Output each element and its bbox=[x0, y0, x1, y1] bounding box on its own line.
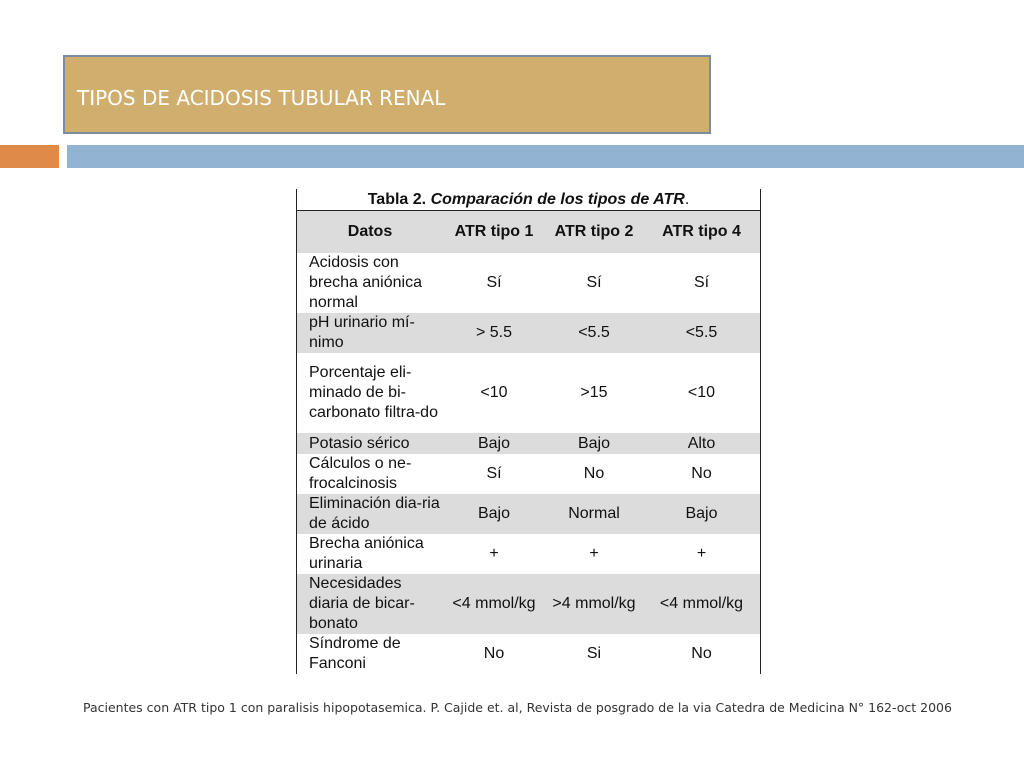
table-row bbox=[297, 353, 760, 433]
row-label: Síndrome de Fanconi bbox=[309, 635, 401, 672]
cell-atr1: Sí bbox=[486, 274, 502, 291]
cell-atr4: Alto bbox=[687, 434, 716, 452]
table-row bbox=[297, 534, 760, 574]
cell-atr4: <10 bbox=[687, 384, 716, 401]
cell-atr1: Bajo bbox=[477, 505, 511, 522]
table-caption bbox=[297, 189, 760, 211]
accent-bar-orange bbox=[0, 145, 59, 168]
row-label: Brecha aniónica urinaria bbox=[309, 535, 424, 572]
cell-atr2: >15 bbox=[580, 384, 608, 401]
table-row bbox=[297, 574, 760, 634]
cell-atr1: Sí bbox=[486, 465, 502, 482]
row-label: Potasio sérico bbox=[309, 434, 410, 452]
cell-atr4: No bbox=[691, 465, 712, 482]
cell-atr2: Bajo bbox=[577, 434, 611, 452]
table-row bbox=[297, 494, 760, 534]
cell-atr4: No bbox=[691, 645, 712, 662]
table-row bbox=[297, 313, 760, 353]
title-box bbox=[63, 55, 711, 134]
row-label: Porcentaje eli-minado de bi-carbonato filtra-do bbox=[309, 364, 438, 421]
header-datos: Datos bbox=[347, 223, 393, 240]
row-label: Necesidades diaria de bicar-bonato bbox=[309, 575, 415, 632]
accent-bar-blue bbox=[67, 145, 1024, 168]
cell-atr1: Bajo bbox=[477, 434, 511, 452]
table-row bbox=[297, 253, 760, 313]
cell-atr2: Sí bbox=[586, 274, 602, 291]
cell-atr2: No bbox=[583, 465, 605, 482]
row-label: Eliminación dia-ria de ácido bbox=[309, 495, 440, 532]
cell-atr1: <4 mmol/kg bbox=[452, 595, 536, 612]
caption-title: Comparación de los tipos de ATR bbox=[430, 191, 685, 208]
cell-atr2: >4 mmol/kg bbox=[552, 595, 636, 612]
cell-atr4: + bbox=[696, 545, 707, 562]
cell-atr4: Sí bbox=[693, 274, 710, 291]
cell-atr4: Bajo bbox=[685, 505, 718, 522]
atr-table bbox=[297, 211, 760, 674]
row-label: pH urinario mí-nimo bbox=[309, 314, 415, 351]
header-atr4: ATR tipo 4 bbox=[662, 223, 741, 240]
cell-atr2: <5.5 bbox=[578, 324, 610, 341]
cell-atr1: + bbox=[489, 545, 499, 562]
cell-atr4: <5.5 bbox=[685, 324, 718, 341]
cell-atr1: No bbox=[483, 645, 505, 662]
cell-atr2: + bbox=[589, 545, 599, 562]
table-header-row bbox=[297, 211, 760, 253]
caption-suffix: . bbox=[684, 191, 690, 208]
cell-atr1: <10 bbox=[480, 384, 508, 401]
cell-atr1: > 5.5 bbox=[475, 324, 513, 341]
cell-atr2: Normal bbox=[568, 505, 620, 522]
row-label: Acidosis con brecha aniónica normal bbox=[309, 254, 422, 311]
table-row bbox=[297, 454, 760, 494]
row-label: Cálculos o ne-frocalcinosis bbox=[309, 455, 412, 492]
caption-prefix: Tabla 2. bbox=[367, 191, 427, 208]
cell-atr4: <4 mmol/kg bbox=[659, 595, 744, 612]
table-row bbox=[297, 433, 760, 454]
comparison-table bbox=[296, 189, 761, 674]
header-atr2: ATR tipo 2 bbox=[554, 223, 634, 240]
cell-atr2: Si bbox=[586, 645, 602, 662]
source-citation: Pacientes con ATR tipo 1 con paralisis hipopotasemica. P. Cajide et. al, Revista de posgrado de la via Catedra de Medicina N° 162-oct 2006 bbox=[83, 700, 952, 715]
slide-title: TIPOS DE ACIDOSIS TUBULAR RENAL bbox=[77, 86, 446, 110]
table-row bbox=[297, 634, 760, 674]
header-atr1: ATR tipo 1 bbox=[454, 223, 534, 240]
